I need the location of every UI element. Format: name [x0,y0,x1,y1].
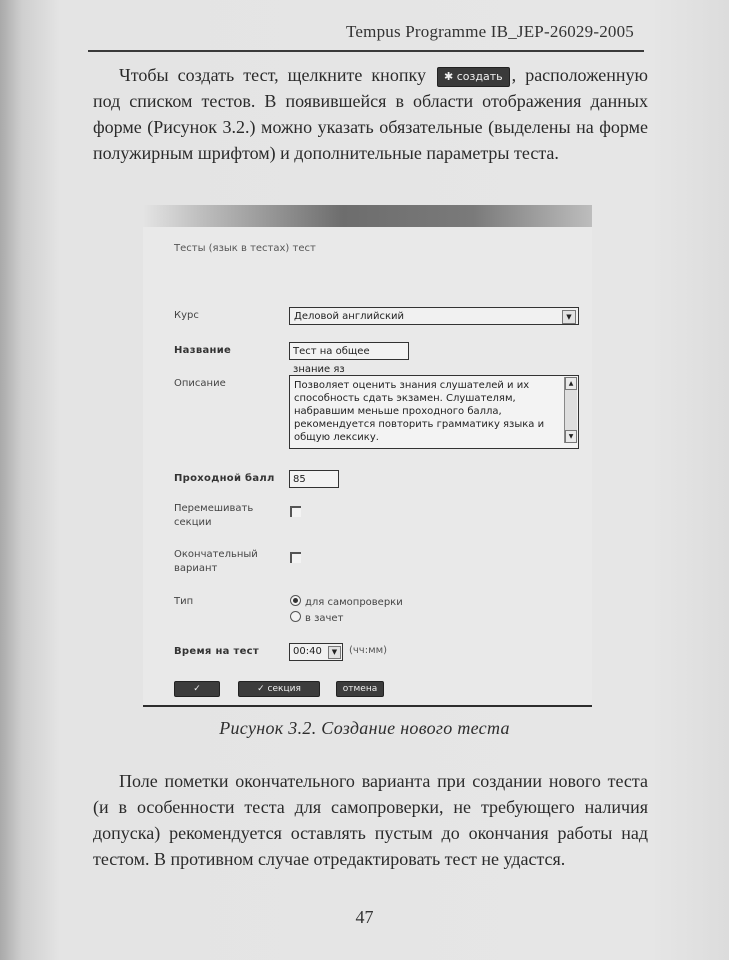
header-rule [88,50,644,52]
cancel-button[interactable]: отмена [336,681,384,697]
running-header: Tempus Programme IB_JEP-26029-2005 [346,22,634,41]
scroll-up-icon[interactable]: ▲ [565,377,577,390]
type-option-credit-label: в зачет [305,613,344,624]
description-label: Описание [174,378,226,389]
ok-button[interactable]: ✓ [174,681,220,697]
chevron-down-icon[interactable]: ▼ [562,310,576,324]
pass-score-label: Проходной балл [174,473,275,484]
pass-score-input[interactable]: 85 [289,470,339,488]
description-textarea[interactable] [289,375,579,449]
figure-caption: Рисунок 3.2. Создание нового теста [219,718,510,738]
final-version-label: Окончательный вариант [174,549,258,574]
type-label: Тип [174,596,194,607]
name-label: Название [174,345,232,356]
course-select[interactable] [289,307,579,325]
time-select[interactable] [289,643,343,661]
paragraph-intro [93,62,648,166]
description-scrollbar[interactable] [564,377,577,443]
name-input[interactable]: Тест на общее знание яз [289,342,409,360]
breadcrumb: Тесты (язык в тестах) тест [174,243,316,254]
form-title-bar [143,205,592,227]
paragraph-note [93,768,648,872]
time-select-value: 00:40 [293,646,322,657]
description-text: Позволяет оценить знания слушателей и их способность сдать экзамен. Слушателям, набравшим меньше проходного балла, рекомендуется повторить грамматику языка и общую лексику. [294,380,545,443]
paragraph-intro-text-a: Чтобы создать тест, щелкните кнопку [119,65,436,85]
paragraph-note-text: Поле пометки окончательного варианта при создании нового теста (и в особенности теста для самопроверки, не требующего наличия допуска) рекомендуется оставлять пустым до окончания работы над тестом. В противном случае отредактировать тест не удастся. [93,771,648,869]
time-unit: (чч:мм) [349,645,388,656]
paragraph-intro-text-b: , расположенную под списком тестов. В появившейся в области отображения данных форме (Рисунок 3.2.) можно указать обязательные (выделены на форме полужирным шрифтом) и дополнительные параметры теста. [93,65,648,163]
radio-selected-icon[interactable] [290,595,301,606]
chevron-down-icon[interactable]: ▼ [328,646,341,659]
type-option-self-check[interactable] [290,595,403,610]
course-label: Курс [174,310,199,321]
scroll-down-icon[interactable]: ▼ [565,430,577,443]
shuffle-sections-checkbox[interactable] [290,506,301,517]
create-button-illustration: ✱ создать [437,67,510,87]
final-version-checkbox[interactable] [290,552,301,563]
figure-new-test-form [143,205,592,707]
course-select-value: Деловой английский [294,311,405,322]
type-option-self-check-label: для самопроверки [305,597,403,608]
shuffle-sections-label: Перемешивать секции [174,503,254,528]
page-number: 47 [355,907,374,927]
radio-unselected-icon[interactable] [290,611,301,622]
type-option-credit[interactable] [290,611,343,626]
add-section-button[interactable]: ✓ секция [238,681,320,697]
time-label: Время на тест [174,646,259,657]
